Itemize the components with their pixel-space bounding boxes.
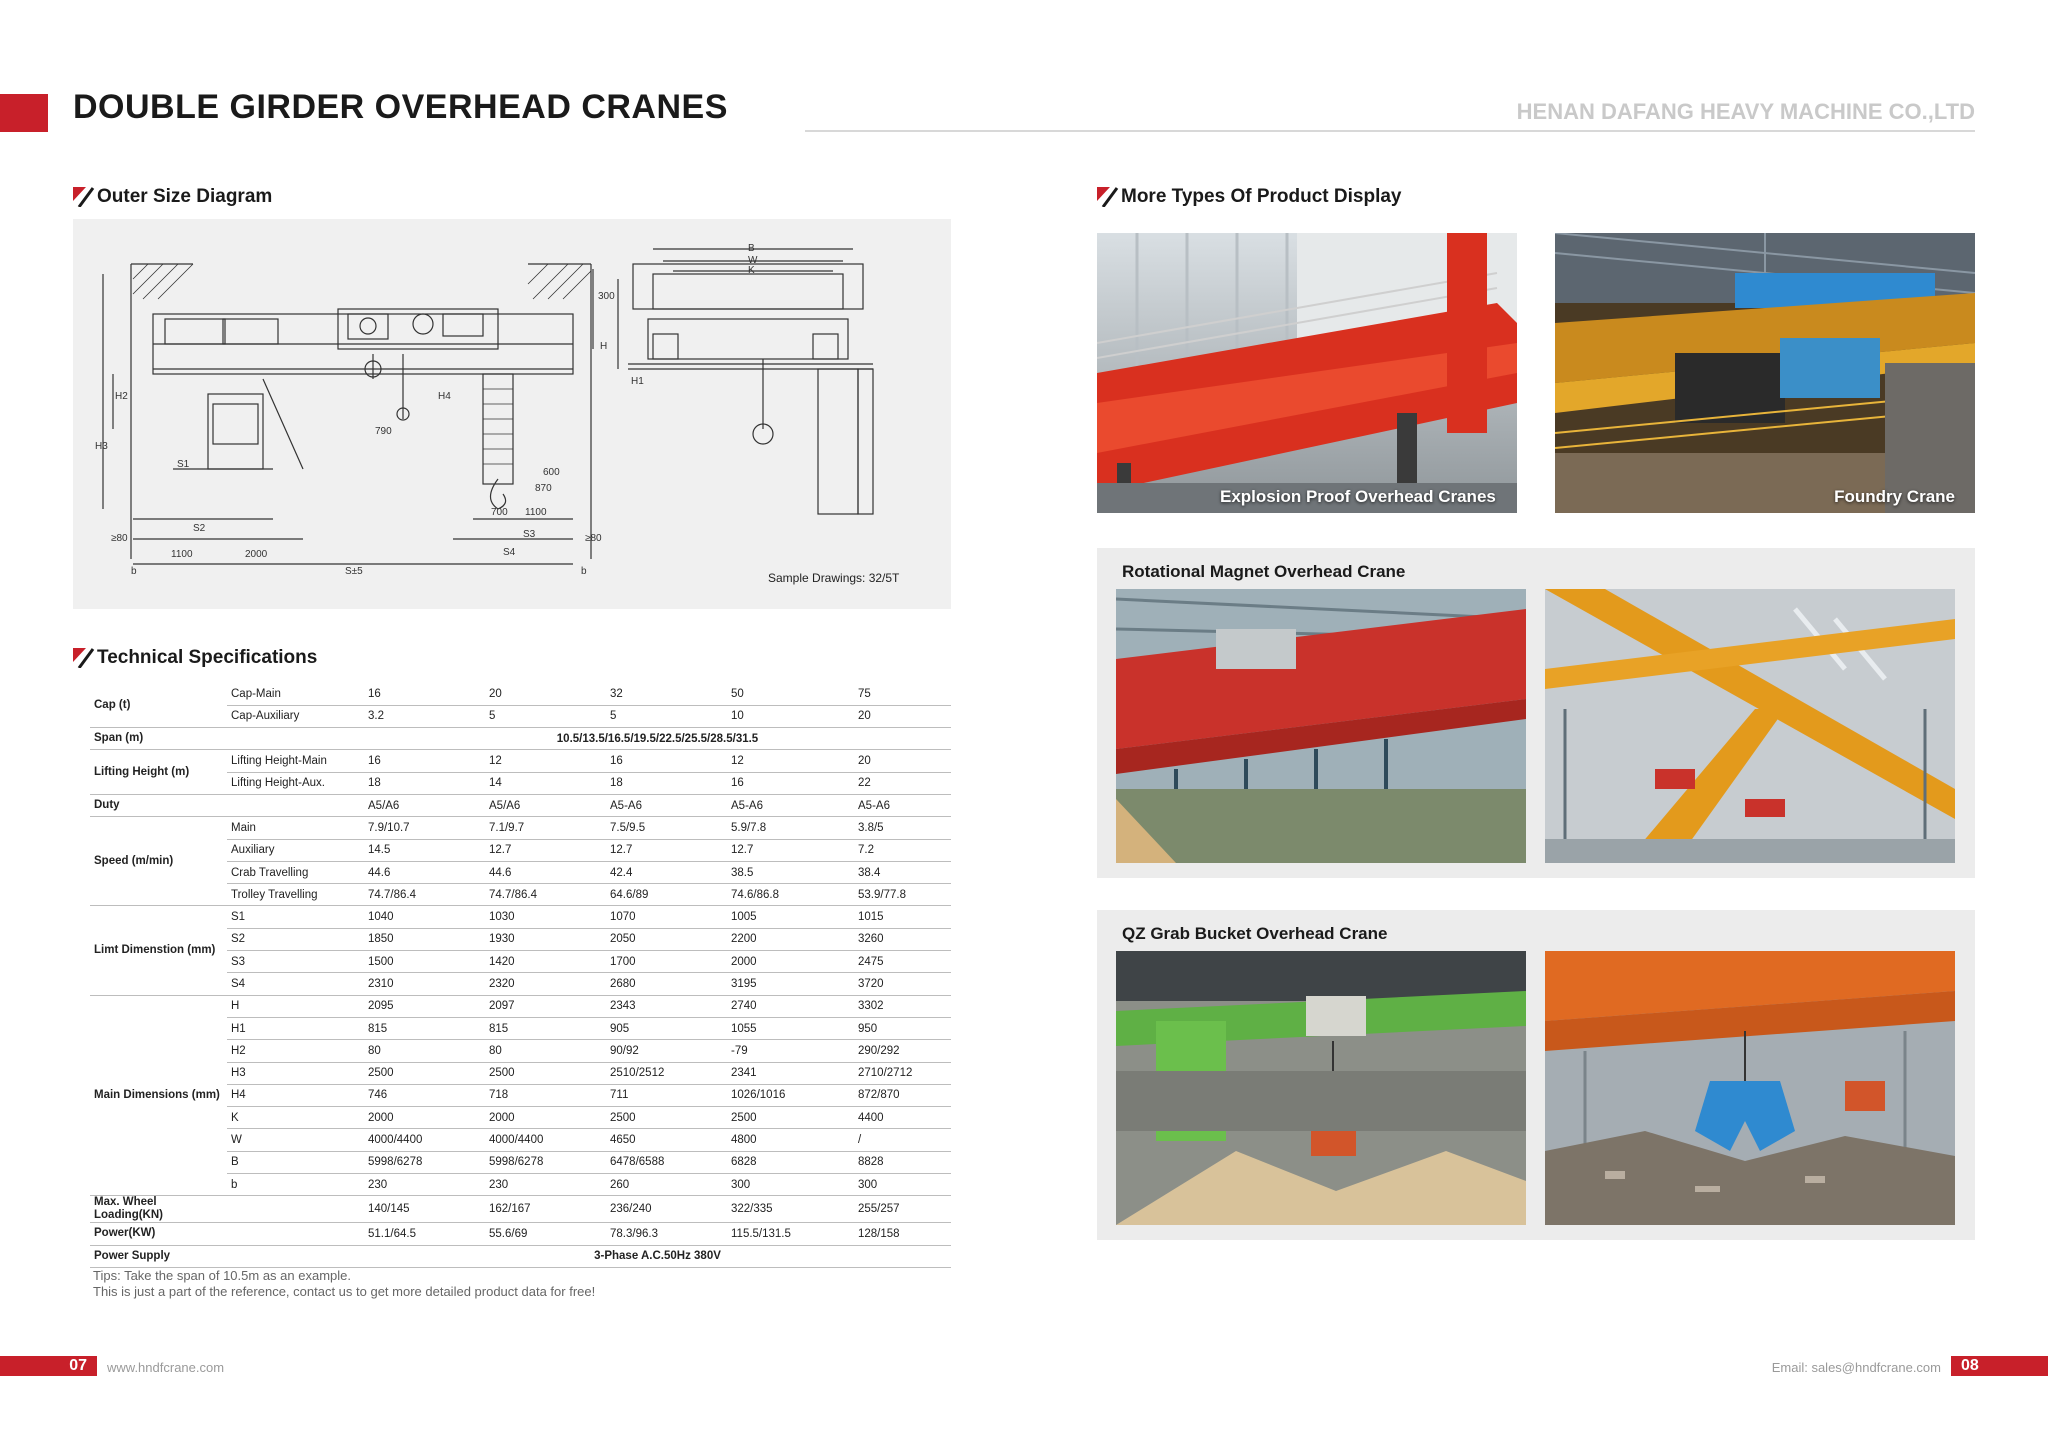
spec-value-cell: 4000/4400 (364, 1129, 485, 1151)
tips-line-1: Tips: Take the span of 10.5m as an example. (93, 1268, 351, 1283)
spec-value-cell: 300 (854, 1174, 951, 1196)
spec-item-label (227, 1245, 364, 1267)
dim-label-s4: S4 (503, 547, 516, 558)
spec-value-cell: / (854, 1129, 951, 1151)
outer-size-heading (73, 186, 272, 208)
grab-bucket-photo-2 (1545, 951, 1955, 1225)
spec-value-cell: 2500 (606, 1107, 727, 1129)
spec-value-cell: 2000 (485, 1107, 606, 1129)
spec-value-cell: 12.7 (485, 839, 606, 861)
spec-value-cell: 20 (485, 683, 606, 705)
spec-value-cell: 44.6 (364, 861, 485, 883)
rotational-magnet-image-1 (1116, 589, 1526, 863)
spec-item-label: H3 (227, 1062, 364, 1084)
table-row (90, 1196, 951, 1223)
spec-value-cell: 815 (485, 1017, 606, 1039)
grab-bucket-photo-1 (1116, 951, 1526, 1225)
spec-item-label: Cap-Auxiliary (227, 705, 364, 727)
dim-label-700: 700 (491, 507, 508, 518)
table-row (90, 995, 951, 1017)
table-row (90, 1223, 951, 1245)
spec-group-label: Span (m) (90, 728, 227, 750)
dim-label-s3: S3 (523, 529, 536, 540)
spec-value-cell: 7.9/10.7 (364, 817, 485, 839)
specs-table (90, 683, 951, 1268)
spec-value-cell: 22 (854, 772, 951, 794)
foundry-crane-image (1555, 233, 1975, 513)
contact-email: Email: sales@hndfcrane.com (1771, 1360, 1941, 1375)
spec-value-cell: 1005 (727, 906, 854, 928)
spec-value-cell: 3.8/5 (854, 817, 951, 839)
spec-value-cell: 4800 (727, 1129, 854, 1151)
spec-value-cell: 1026/1016 (727, 1084, 854, 1106)
spec-value-cell: 16 (364, 683, 485, 705)
spec-group-label: Lifting Height (m) (90, 750, 227, 795)
explosion-proof-crane-image (1097, 233, 1517, 513)
tips-text (93, 1268, 595, 1300)
dim-label-clear-left: ≥80 (111, 533, 128, 544)
crane-drawing (73, 219, 951, 609)
spec-value-cell: 4000/4400 (485, 1129, 606, 1151)
table-row (90, 906, 951, 928)
spec-value-cell: 18 (364, 772, 485, 794)
spec-value-cell: 18 (606, 772, 727, 794)
spec-value-cell: 12 (727, 750, 854, 772)
table-row (90, 728, 951, 750)
spec-value-cell: 290/292 (854, 1040, 951, 1062)
spec-value-cell: 2710/2712 (854, 1062, 951, 1084)
spec-value-cell: 53.9/77.8 (854, 884, 951, 906)
spec-value-cell: 3720 (854, 973, 951, 995)
spec-item-label: S4 (227, 973, 364, 995)
spec-value-cell: 3.2 (364, 705, 485, 727)
spec-value-cell: A5/A6 (364, 794, 485, 816)
spec-item-label: S3 (227, 951, 364, 973)
spec-value-cell: A5/A6 (485, 794, 606, 816)
spec-value-cell: 2343 (606, 995, 727, 1017)
spec-span-value: 3-Phase A.C.50Hz 380V (364, 1245, 951, 1267)
spec-item-label: K (227, 1107, 364, 1129)
spec-value-cell: 2097 (485, 995, 606, 1017)
spec-value-cell: 905 (606, 1017, 727, 1039)
dim-label-b-left: b (131, 566, 137, 577)
spec-value-cell: 3195 (727, 973, 854, 995)
spec-value-cell: 12.7 (606, 839, 727, 861)
explosion-proof-caption: Explosion Proof Overhead Cranes (1220, 487, 1496, 506)
spec-value-cell: 746 (364, 1084, 485, 1106)
spec-value-cell: 815 (364, 1017, 485, 1039)
dim-label-clear-right: ≥80 (585, 533, 602, 544)
table-row (90, 794, 951, 816)
spec-value-cell: 7.2 (854, 839, 951, 861)
spec-value-cell: 32 (606, 683, 727, 705)
dim-label-790: 790 (375, 426, 392, 437)
spec-value-cell: 14.5 (364, 839, 485, 861)
spec-group-label: Power(KW) (90, 1223, 227, 1245)
dim-label-s2: S2 (193, 523, 206, 534)
spec-value-cell: 14 (485, 772, 606, 794)
spec-value-cell: 75 (854, 683, 951, 705)
spec-item-label (227, 794, 364, 816)
spec-value-cell: 718 (485, 1084, 606, 1106)
foundry-crane-photo (1555, 233, 1975, 513)
dim-label-s1: S1 (177, 459, 190, 470)
foundry-crane-caption: Foundry Crane (1834, 487, 1955, 506)
spec-item-label: Main (227, 817, 364, 839)
slash-icon (73, 187, 95, 207)
dim-label-1100-left: 1100 (171, 549, 193, 560)
spec-value-cell: 1030 (485, 906, 606, 928)
spec-item-label: Trolley Travelling (227, 884, 364, 906)
spec-value-cell: 80 (364, 1040, 485, 1062)
spec-value-cell: 162/167 (485, 1196, 606, 1223)
explosion-proof-crane-photo (1097, 233, 1517, 513)
spec-item-label: Cap-Main (227, 683, 364, 705)
spec-value-cell: 2475 (854, 951, 951, 973)
spec-item-label: H4 (227, 1084, 364, 1106)
spec-value-cell: 872/870 (854, 1084, 951, 1106)
spec-value-cell: 8828 (854, 1151, 951, 1173)
dim-label-600: 600 (543, 467, 560, 478)
spec-item-label: b (227, 1174, 364, 1196)
dim-label-h2: H2 (115, 391, 128, 402)
spec-value-cell: 5.9/7.8 (727, 817, 854, 839)
spec-value-cell: 80 (485, 1040, 606, 1062)
grab-bucket-image-1 (1116, 951, 1526, 1225)
spec-item-label: Lifting Height-Main (227, 750, 364, 772)
rotational-magnet-title: Rotational Magnet Overhead Crane (1122, 562, 1406, 581)
table-row (90, 750, 951, 772)
spec-value-cell: 1070 (606, 906, 727, 928)
spec-item-label: Crab Travelling (227, 861, 364, 883)
spec-value-cell: 5998/6278 (364, 1151, 485, 1173)
spec-value-cell: 6478/6588 (606, 1151, 727, 1173)
spec-value-cell: 711 (606, 1084, 727, 1106)
spec-value-cell: 7.1/9.7 (485, 817, 606, 839)
spec-value-cell: A5-A6 (854, 794, 951, 816)
spec-value-cell: 1055 (727, 1017, 854, 1039)
spec-value-cell: 2320 (485, 973, 606, 995)
rotational-magnet-photo-2 (1545, 589, 1955, 863)
spec-value-cell: 20 (854, 750, 951, 772)
spec-value-cell: 5998/6278 (485, 1151, 606, 1173)
dim-label-h3: H3 (95, 441, 108, 452)
spec-item-label: Auxiliary (227, 839, 364, 861)
spec-span-value: 10.5/13.5/16.5/19.5/22.5/25.5/28.5/31.5 (364, 728, 951, 750)
spec-value-cell: 1850 (364, 928, 485, 950)
spec-value-cell: 4400 (854, 1107, 951, 1129)
spec-value-cell: 44.6 (485, 861, 606, 883)
spec-item-label: H2 (227, 1040, 364, 1062)
spec-item-label: Lifting Height-Aux. (227, 772, 364, 794)
spec-value-cell: 78.3/96.3 (606, 1223, 727, 1245)
accent-block (0, 94, 48, 132)
spec-item-label: H (227, 995, 364, 1017)
spec-value-cell: 1500 (364, 951, 485, 973)
spec-value-cell: 12 (485, 750, 606, 772)
spec-value-cell: 255/257 (854, 1196, 951, 1223)
spec-value-cell: 115.5/131.5 (727, 1223, 854, 1245)
spec-value-cell: 300 (727, 1174, 854, 1196)
spec-value-cell: A5-A6 (727, 794, 854, 816)
spec-group-label: Main Dimensions (mm) (90, 995, 227, 1196)
dim-label-k: K (748, 265, 755, 276)
spec-item-label (227, 728, 364, 750)
spec-item-label (227, 1223, 364, 1245)
spec-value-cell: -79 (727, 1040, 854, 1062)
spec-value-cell: 74.6/86.8 (727, 884, 854, 906)
dim-label-h: H (600, 341, 608, 352)
spec-value-cell: 38.5 (727, 861, 854, 883)
right-page-number: 08 (1951, 1356, 2048, 1376)
spec-item-label (227, 1196, 364, 1223)
dim-label-b: B (748, 243, 755, 254)
spec-group-label: Cap (t) (90, 683, 227, 728)
spec-value-cell: 2095 (364, 995, 485, 1017)
spec-value-cell: 230 (364, 1174, 485, 1196)
spec-value-cell: 50 (727, 683, 854, 705)
table-row (90, 683, 951, 705)
spec-value-cell: 20 (854, 705, 951, 727)
spec-value-cell: 16 (727, 772, 854, 794)
spec-value-cell: 2050 (606, 928, 727, 950)
spec-value-cell: 12.7 (727, 839, 854, 861)
spec-item-label: W (227, 1129, 364, 1151)
spec-value-cell: 5 (606, 705, 727, 727)
spec-value-cell: 38.4 (854, 861, 951, 883)
dim-label-h4: H4 (438, 391, 451, 402)
spec-group-label: Power Supply (90, 1245, 227, 1267)
tips-line-2: This is just a part of the reference, contact us to get more detailed product data for free! (93, 1284, 596, 1299)
spec-value-cell: 2310 (364, 973, 485, 995)
spec-value-cell: 5 (485, 705, 606, 727)
spec-value-cell: 1700 (606, 951, 727, 973)
spec-value-cell: 2000 (727, 951, 854, 973)
spec-value-cell: 2500 (485, 1062, 606, 1084)
product-display-heading (1097, 186, 1401, 208)
spec-value-cell: 2680 (606, 973, 727, 995)
page-title: DOUBLE GIRDER OVERHEAD CRANES (73, 88, 728, 126)
spec-value-cell: 2500 (727, 1107, 854, 1129)
tech-specs-heading (73, 647, 317, 669)
spec-value-cell: 10 (727, 705, 854, 727)
dim-label-870: 870 (535, 483, 552, 494)
spec-value-cell: 2740 (727, 995, 854, 1017)
diagram-note: Sample Drawings: 32/5T (768, 571, 900, 585)
spec-value-cell: 42.4 (606, 861, 727, 883)
spec-value-cell: 51.1/64.5 (364, 1223, 485, 1245)
spec-value-cell: 2341 (727, 1062, 854, 1084)
spec-value-cell: 3260 (854, 928, 951, 950)
dim-label-2000: 2000 (245, 549, 268, 560)
spec-value-cell: 90/92 (606, 1040, 727, 1062)
spec-value-cell: 1930 (485, 928, 606, 950)
spec-value-cell: 74.7/86.4 (364, 884, 485, 906)
slash-icon (73, 648, 95, 668)
rotational-magnet-photo-1 (1116, 589, 1526, 863)
spec-value-cell: 322/335 (727, 1196, 854, 1223)
spec-value-cell: 16 (606, 750, 727, 772)
spec-group-label: Limt Dimenstion (mm) (90, 906, 227, 995)
spec-group-label: Duty (90, 794, 227, 816)
spec-value-cell: 1015 (854, 906, 951, 928)
spec-value-cell: 2000 (364, 1107, 485, 1129)
left-page-number: 07 (0, 1356, 97, 1376)
spec-value-cell: 140/145 (364, 1196, 485, 1223)
product-display-heading-text: More Types Of Product Display (1121, 186, 1402, 207)
spec-value-cell: 236/240 (606, 1196, 727, 1223)
spec-value-cell: 16 (364, 750, 485, 772)
spec-item-label: B (227, 1151, 364, 1173)
dim-label-w: W (748, 255, 758, 266)
outer-size-diagram (73, 219, 951, 609)
slash-icon (1097, 187, 1119, 207)
spec-value-cell: 950 (854, 1017, 951, 1039)
dim-label-b-right: b (581, 566, 587, 577)
spec-item-label: H1 (227, 1017, 364, 1039)
spec-value-cell: 128/158 (854, 1223, 951, 1245)
header-rule (805, 130, 1975, 132)
spec-value-cell: 74.7/86.4 (485, 884, 606, 906)
grab-bucket-title: QZ Grab Bucket Overhead Crane (1122, 924, 1388, 943)
spec-value-cell: 7.5/9.5 (606, 817, 727, 839)
spec-value-cell: 2200 (727, 928, 854, 950)
spec-value-cell: 55.6/69 (485, 1223, 606, 1245)
dim-label-300: 300 (598, 291, 615, 302)
spec-value-cell: A5-A6 (606, 794, 727, 816)
spec-value-cell: 2500 (364, 1062, 485, 1084)
spec-value-cell: 4650 (606, 1129, 727, 1151)
spec-value-cell: 2510/2512 (606, 1062, 727, 1084)
spec-item-label: S2 (227, 928, 364, 950)
dim-label-span: S±5 (345, 566, 363, 577)
tech-specs-heading-text: Technical Specifications (97, 647, 318, 668)
website-url: www.hndfcrane.com (107, 1360, 225, 1375)
spec-group-label: Speed (m/min) (90, 817, 227, 906)
rotational-magnet-image-2 (1545, 589, 1955, 863)
dim-label-h1: H1 (631, 376, 644, 387)
company-name: HENAN DAFANG HEAVY MACHINE CO.,LTD (1516, 99, 1975, 124)
spec-value-cell: 64.6/89 (606, 884, 727, 906)
spec-value-cell: 260 (606, 1174, 727, 1196)
spec-value-cell: 1040 (364, 906, 485, 928)
spec-value-cell: 230 (485, 1174, 606, 1196)
rotational-magnet-panel (1097, 548, 1975, 878)
spec-value-cell: 6828 (727, 1151, 854, 1173)
grab-bucket-image-2 (1545, 951, 1955, 1225)
spec-item-label: S1 (227, 906, 364, 928)
outer-size-heading-text: Outer Size Diagram (97, 186, 273, 207)
spec-value-cell: 1420 (485, 951, 606, 973)
grab-bucket-panel (1097, 910, 1975, 1240)
spec-group-label: Max. Wheel Loading(KN) (90, 1196, 227, 1223)
dim-label-1100-right: 1100 (525, 507, 547, 518)
spec-value-cell: 3302 (854, 995, 951, 1017)
table-row (90, 817, 951, 839)
table-row (90, 1245, 951, 1267)
